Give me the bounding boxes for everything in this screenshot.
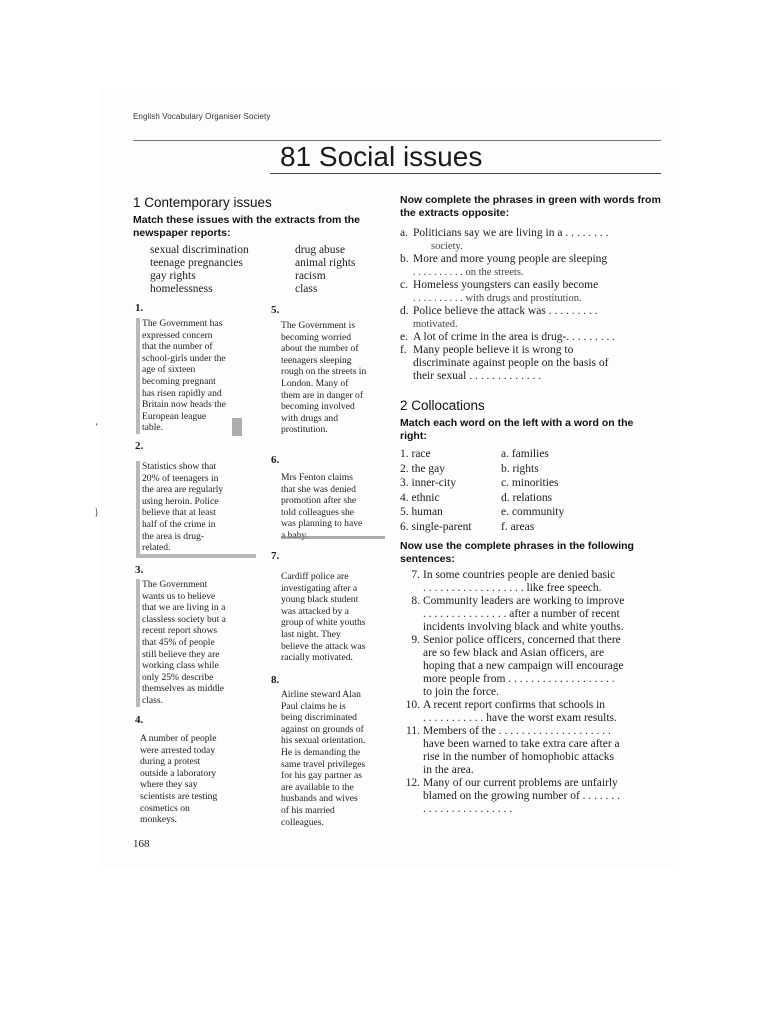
issue-item: sexual discrimination [150, 244, 249, 256]
collocation-right-list [501, 447, 611, 535]
collocation-right-item: e. community [501, 506, 565, 519]
sentence-item: 7. In some countries people are denied basic . . . . . . . . . . . . . . . . . . like free speech. [411, 569, 616, 594]
sentence-item: 9. Senior police officers, concerned that there are so few black and Asian officers, are hoping that a new campaign will encourage more people from . . . . . . . . . . . . . . . . . . . to join the force. [411, 634, 624, 698]
issue-item: gay rights [150, 270, 196, 282]
collocation-right-item: a. families [501, 448, 549, 460]
scan-smudge [281, 536, 385, 539]
extract-number: 7. [271, 550, 280, 562]
sentences-instruction: Now use the complete phrases in the following sentences: [400, 540, 634, 565]
issues-list-right [295, 244, 395, 296]
collocation-right-item: c. minorities [501, 477, 559, 490]
issue-item: teenage pregnancies [150, 257, 243, 269]
collocation-right-item: b. rights [501, 462, 539, 475]
collocation-left-item: 1. race [400, 448, 431, 460]
phrase-item: f. Many people believe it is wrong to discriminate against people on the basis of their sexual . . . . . . . . . . . . . [400, 344, 609, 382]
section2-instruction: Match each word on the left with a word on the right: [400, 417, 634, 442]
collocation-right-item: d. relations [501, 491, 553, 504]
extract-4: A number of people were arrested today during a protest outside a laboratory where they say scientists are testing cosmetics on monkeys. [140, 733, 218, 826]
extract-number: 4. [135, 714, 144, 726]
sentence-list [398, 569, 664, 816]
extract-number: 1. [135, 302, 144, 314]
extract-number: 8. [271, 674, 280, 686]
sentence-item: 8. Community leaders are working to improve . . . . . . . . . . . . . . . after a number of recent incidents involving black and white youths. [411, 595, 625, 633]
section1-heading: 1 Contemporary issues [133, 195, 272, 210]
sentence-item: 12. Many of our current problems are unfairly blamed on the growing number of . . . . . . . . . . . . . . . . . . . . . . . [405, 777, 621, 815]
section2-heading: 2 Collocations [400, 398, 485, 413]
phrases-instruction: Now complete the phrases in green with words from the extracts opposite: [400, 194, 661, 219]
collocation-left-item: 3. inner-city [400, 477, 456, 490]
phrase-item: c. Homeless youngsters can easily become . . . . . . . . . . with drugs and prostitution. [400, 279, 599, 304]
extract-3: The Government wants us to believe that we are living in a classless society but a recent report shows that 45% of people still believe they are working class while only 25% describe themselves as middle class. [136, 579, 256, 707]
scan-mark: } [94, 507, 99, 518]
phrase-item: e. A lot of crime in the area is drug-. . . . . . . . . [400, 331, 616, 343]
extract-5: The Government is becoming worried about the number of teenagers sleeping rough on the streets in London. Many of them are in danger of becoming involved with drugs and prostitution. [281, 320, 367, 436]
issue-item: animal rights [295, 257, 356, 269]
collocation-left-item: 4. ethnic [400, 491, 440, 504]
scan-mark: ‘ [95, 422, 99, 433]
section1-instruction: Match these issues with the extracts from the newspaper reports: [133, 214, 360, 239]
collocation-left-item: 6. single-parent [400, 520, 472, 533]
extract-number: 6. [271, 454, 280, 466]
extract-number: 5. [271, 304, 280, 316]
scan-smudge [232, 418, 242, 436]
issue-item: class [295, 283, 318, 295]
extract-1: The Government has expressed concern that the number of school-girls under the age of sixteen becoming pregnant has risen rapidly and Britain now heads the European league table. [136, 318, 256, 434]
phrase-item: a. Politicians say we are living in a . . . . . . . . society. [400, 227, 609, 252]
phrase-item: b. More and more young people are sleeping . . . . . . . . . . on the streets. [400, 253, 608, 278]
issue-item: racism [295, 270, 326, 282]
sentence-item: 11. Members of the . . . . . . . . . . . . . . . . . . . . have been warned to take extra care after a rise in the number of homophobic attacks in the area. [406, 725, 620, 776]
collocation-left-list [400, 447, 500, 535]
running-head: English Vocabulary Organiser Society [133, 112, 271, 121]
extract-8: Airline steward Alan Paul claims he is being discriminated against on grounds of his sexual orientation. He is demanding the same travel privileges for his gay partner as are available to the husbands and wives of his married colleagues. [281, 689, 366, 828]
issue-item: drug abuse [295, 244, 346, 256]
extract-number: 2. [135, 440, 144, 452]
collocation-left-item: 2. the gay [400, 462, 446, 475]
extract-2: Statistics show that 20% of teenagers in the area are regularly using heroin. Police believe that at least half of the crime in the area is drug- related. [136, 461, 256, 558]
extract-6: Mrs Fenton claims that she was denied promotion after she told colleagues she was planning to have [281, 472, 363, 530]
page-title: 81 Social issues [280, 141, 483, 172]
phrase-item: d. Police believe the attack was . . . . . . . . . motivated. [400, 305, 598, 330]
extract-number: 3. [135, 564, 144, 576]
page-number: 168 [133, 838, 150, 850]
sentence-item: 10. A recent report confirms that schools in . . . . . . . . . . . have the worst exam results. [405, 699, 617, 724]
issue-item: homelessness [150, 283, 213, 295]
title-rule [270, 173, 661, 174]
issues-list-left [150, 244, 290, 296]
collocation-left-item: 5. human [400, 506, 443, 519]
extract-7: Cardiff police are investigating after a young black student was attacked by a group of white youths last night. They believe the attack was racially motivated. [281, 571, 366, 664]
phrase-list [400, 227, 664, 383]
collocation-right-item: f. areas [501, 520, 535, 533]
